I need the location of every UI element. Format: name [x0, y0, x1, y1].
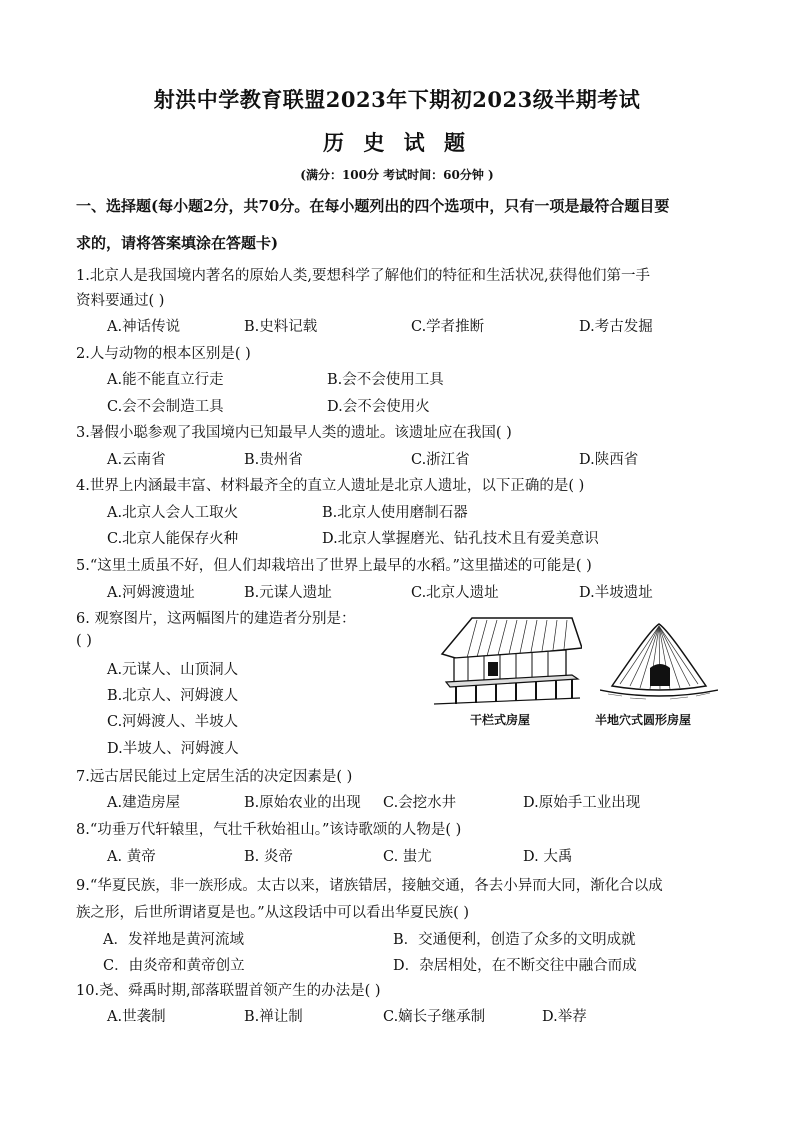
section-heading-line2: 求的，请将答案填涂在答题卡)	[76, 234, 279, 252]
question-4-option-b[interactable]: B.北京人使用磨制石器	[322, 505, 468, 521]
question-5-stem: 5.“这里土质虽不好，但人们却栽培出了世界上最早的水稻。”这里描述的可能是( )	[76, 558, 592, 574]
question-9-option-a[interactable]: A．发祥地是黄河流域	[103, 932, 244, 948]
question-1-option-a[interactable]: A.神话传说	[107, 319, 181, 335]
question-3-stem: 3.暑假小聪参观了我国境内已知最早人类的遗址。该遗址应在我国( )	[76, 425, 512, 441]
question-5-option-d[interactable]: D.半坡遗址	[579, 585, 653, 601]
question-2-option-b[interactable]: B.会不会使用工具	[327, 372, 444, 388]
section-heading-line1: 一、选择题(每小题2分，共70分。在每小题列出的四个选项中，只有一项是最符合题目要	[76, 197, 670, 215]
question-2-stem: 2.人与动物的根本区别是( )	[76, 346, 251, 362]
question-8-option-c[interactable]: C. 蚩尤	[383, 849, 432, 865]
exam-title: 射洪中学教育联盟2023年下期初2023级半期考试	[153, 87, 641, 112]
stilt-house-icon	[432, 612, 582, 708]
question-10-option-b[interactable]: B.禅让制	[244, 1009, 303, 1025]
question-8-option-d[interactable]: D. 大禹	[523, 849, 573, 865]
question-8-option-a[interactable]: A. 黄帝	[107, 849, 156, 865]
question-10-option-c[interactable]: C.嫡长子继承制	[383, 1009, 486, 1025]
question-7-stem: 7.远古居民能过上定居生活的决定因素是( )	[76, 769, 353, 785]
question-7-option-c[interactable]: C.会挖水井	[383, 795, 457, 811]
question-7-option-b[interactable]: B.原始农业的出现	[244, 795, 361, 811]
round-semi-subterranean-house-icon	[600, 620, 718, 710]
question-1-stem-cont: 资料要通过( )	[76, 293, 165, 309]
question-9-option-d[interactable]: D．杂居相处，在不断交往中融合而成	[393, 958, 637, 974]
question-1-option-d[interactable]: D.考古发掘	[579, 319, 653, 335]
question-5-option-b[interactable]: B.元谋人遗址	[244, 585, 332, 601]
image-caption-round-house: 半地穴式圆形房屋	[595, 713, 692, 727]
question-4-option-c[interactable]: C.北京人能保存火种	[107, 531, 239, 547]
question-2-option-c[interactable]: C.会不会制造工具	[107, 399, 224, 415]
image-caption-stilt-house: 干栏式房屋	[470, 713, 531, 727]
question-6-option-c[interactable]: C.河姆渡人、半坡人	[107, 714, 239, 730]
question-8-stem: 8.“功垂万代轩辕里，气壮千秋始祖山。”该诗歌颂的人物是( )	[76, 822, 462, 838]
question-1-option-c[interactable]: C.学者推断	[411, 319, 485, 335]
question-1-option-b[interactable]: B.史料记载	[244, 319, 318, 335]
question-3-option-d[interactable]: D.陕西省	[579, 452, 639, 468]
question-9-option-b[interactable]: B．交通便利，创造了众多的文明成就	[393, 932, 636, 948]
question-2-option-d[interactable]: D.会不会使用火	[327, 399, 430, 415]
question-6-stem-cont: ( )	[76, 633, 92, 649]
subject-title: 历 史 试 题	[323, 130, 471, 155]
question-4-stem: 4.世界上内涵最丰富、材料最齐全的直立人遗址是北京人遗址，以下正确的是( )	[76, 478, 585, 494]
question-7-option-a[interactable]: A.建造房屋	[107, 795, 181, 811]
question-3-option-a[interactable]: A.云南省	[107, 452, 166, 468]
question-9-option-c[interactable]: C．由炎帝和黄帝创立	[103, 958, 245, 974]
question-6-option-a[interactable]: A.元谋人、山顶洞人	[107, 662, 239, 678]
question-5-option-a[interactable]: A.河姆渡遗址	[107, 585, 195, 601]
question-10-stem: 10.尧、舜禹时期,部落联盟首领产生的办法是( )	[76, 983, 381, 999]
question-6-option-b[interactable]: B.北京人、河姆渡人	[107, 688, 239, 704]
question-10-option-d[interactable]: D.举荐	[542, 1009, 587, 1025]
exam-meta: (满分：100分 考试时间：60分钟 )	[300, 168, 494, 182]
question-2-option-a[interactable]: A.能不能直立行走	[107, 372, 224, 388]
question-1-stem: 1.北京人是我国境内著名的原始人类,要想科学了解他们的特征和生活状况,获得他们第一手	[76, 268, 651, 284]
question-9-stem: 9.“华夏民族，非一族形成。太古以来，诸族错居，接触交通，各去小异而大同，渐化合以成	[76, 878, 663, 894]
question-10-option-a[interactable]: A.世袭制	[107, 1009, 166, 1025]
question-5-option-c[interactable]: C.北京人遗址	[411, 585, 499, 601]
question-6-option-d[interactable]: D.半坡人、河姆渡人	[107, 741, 239, 757]
question-4-option-d[interactable]: D.北京人掌握磨光、钻孔技术且有爱美意识	[322, 531, 599, 547]
question-7-option-d[interactable]: D.原始手工业出现	[523, 795, 641, 811]
question-3-option-c[interactable]: C.浙江省	[411, 452, 470, 468]
question-3-option-b[interactable]: B.贵州省	[244, 452, 303, 468]
question-8-option-b[interactable]: B. 炎帝	[244, 849, 293, 865]
question-6-stem: 6. 观察图片，这两幅图片的建造者分别是：	[76, 611, 356, 627]
question-4-option-a[interactable]: A.北京人会人工取火	[107, 505, 239, 521]
question-9-stem-cont: 族之形，后世所谓诸夏是也。”从这段话中可以看出华夏民族( )	[76, 905, 470, 921]
